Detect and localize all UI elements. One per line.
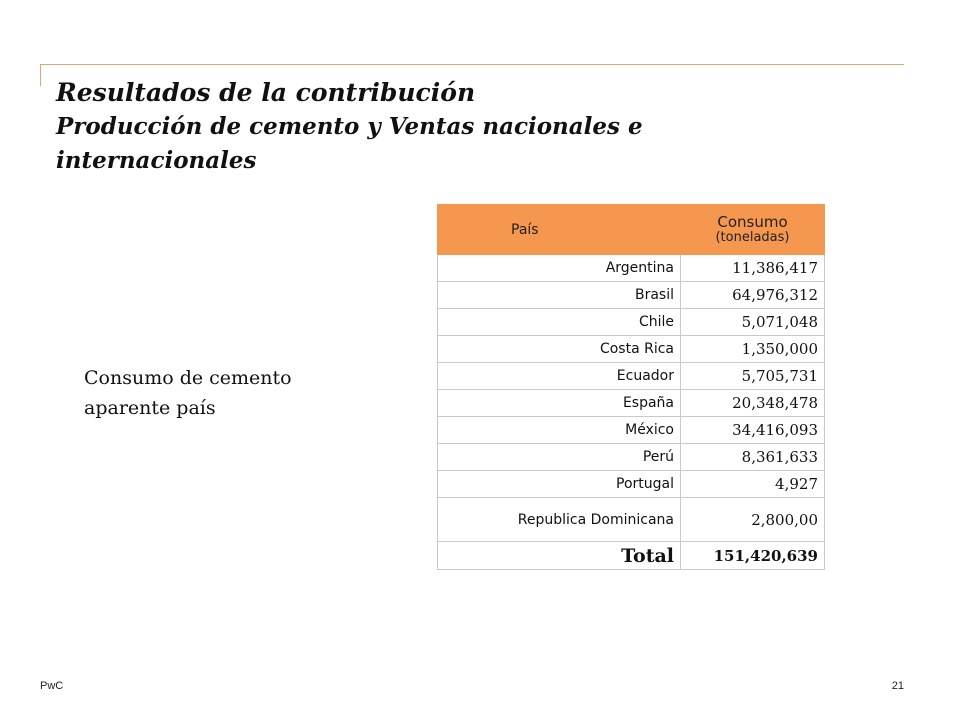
page-number: 21: [891, 680, 904, 692]
table-row: [438, 282, 825, 309]
row-country: Ecuador: [438, 363, 681, 390]
table-row: [438, 255, 825, 282]
row-country: Argentina: [438, 255, 681, 282]
footer-brand: PwC: [40, 680, 64, 692]
consumption-table: [437, 204, 825, 570]
row-value: 2,800,00: [681, 498, 825, 542]
header-consumption-label: Consumo: [717, 212, 788, 231]
row-value: 20,348,478: [681, 390, 825, 417]
table-row: [438, 390, 825, 417]
row-value: 5,705,731: [681, 363, 825, 390]
total-value: 151,420,639: [681, 542, 825, 570]
row-country: Republica Dominicana: [438, 498, 681, 542]
table-row: [438, 363, 825, 390]
row-value: 8,361,633: [681, 444, 825, 471]
row-country: México: [438, 417, 681, 444]
header-consumption: [681, 205, 825, 255]
row-country: Chile: [438, 309, 681, 336]
row-value: 34,416,093: [681, 417, 825, 444]
row-value: 11,386,417: [681, 255, 825, 282]
table-row: [438, 336, 825, 363]
row-country: Costa Rica: [438, 336, 681, 363]
row-value: 64,976,312: [681, 282, 825, 309]
page-title: [56, 76, 816, 178]
header-consumption-units: (toneladas): [715, 229, 790, 245]
row-country: Portugal: [438, 471, 681, 498]
table-header-row: [438, 205, 825, 255]
row-value: 1,350,000: [681, 336, 825, 363]
row-value: 4,927: [681, 471, 825, 498]
row-value: 5,071,048: [681, 309, 825, 336]
header-rule: [40, 64, 904, 65]
row-country: Brasil: [438, 282, 681, 309]
side-label: Consumo de cemento aparente país: [84, 367, 292, 419]
table-row: [438, 498, 825, 542]
title-main: Resultados de la contribución: [56, 78, 476, 107]
table-row: [438, 309, 825, 336]
table-row: [438, 444, 825, 471]
header-rule-tick: [40, 64, 41, 86]
table-total-row: [438, 542, 825, 570]
table-row: [438, 417, 825, 444]
title-subtitle: Producción de cemento y Ventas nacionales e internacionales: [56, 113, 643, 174]
row-country: España: [438, 390, 681, 417]
row-country: Perú: [438, 444, 681, 471]
header-country: País: [438, 205, 681, 255]
table-row: [438, 471, 825, 498]
total-label: Total: [438, 542, 681, 570]
